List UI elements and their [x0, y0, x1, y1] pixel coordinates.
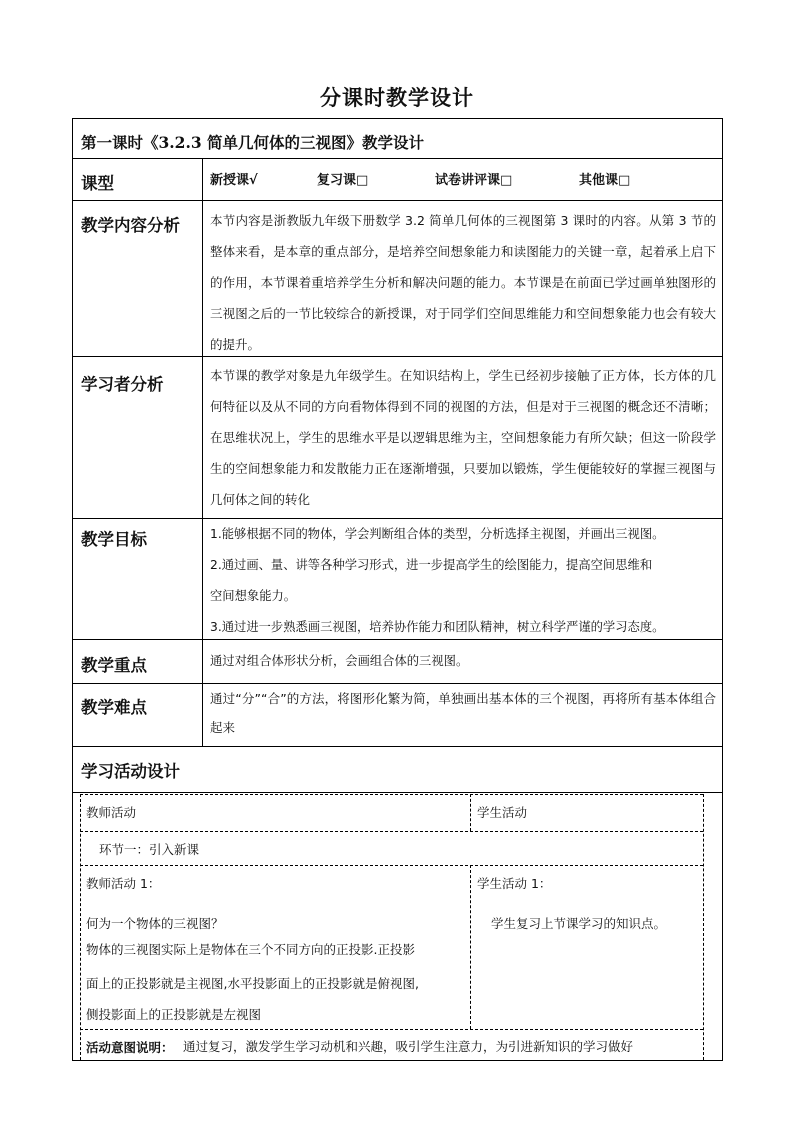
dashed-divider — [470, 865, 471, 1029]
row-divider — [73, 158, 722, 159]
row-divider — [73, 518, 722, 519]
objective-line: 2.通过画、量、讲等各种学习形式，进一步提高学生的绘图能力，提高空间思维和 — [210, 558, 653, 572]
difficulty-label: 教学难点 — [81, 698, 147, 717]
content-analysis-text: 本节内容是浙教版九年级下册数学 3.2 简单几何体的三视图第 3 课时的内容。从第 3 节的整体来看，是本章的重点部分，是培养空间想象能力和读图能力的关键一章，起着承上启下的作用，本节课着重培养学生分析和解决问题的能力。本节课是在前面已学过画单独图形的三视图之后的一节比较综合的新授课，对于同学们空间思维能力和空间想象能力也会有较大的提升。 — [210, 213, 716, 352]
difficulty-text: 通过“分”“合”的方法，将图形化繁为简，单独画出基本体的三个视图，再将所有基本体组合起来 — [210, 691, 716, 735]
dashed-divider — [80, 794, 81, 1060]
row-divider — [73, 200, 722, 201]
course-type-new: 新授课√ — [210, 173, 258, 188]
teacher-activity-line: 物体的三视图实际上是物体在三个不同方向的正投影.正投影 — [86, 942, 415, 957]
dashed-divider — [80, 865, 703, 866]
teacher-activity-title: 教师活动 1： — [86, 876, 161, 891]
learner-analysis-text: 本节课的教学对象是九年级学生。在知识结构上，学生已经初步接触了正方体，长方体的几何特征以及从不同的方向看物体得到不同的视图的方法，但是对于三视图的概念还不清晰；在思维状况上，学生的思维水平是以逻辑思维为主，空间想象能力有所欠缺；但这一阶段学生的空间想象能力和发散能力正在逐渐增强，只要加以锻炼，学生便能较好的掌握三视图与几何体之间的转化 — [210, 368, 716, 507]
objectives-label: 教学目标 — [81, 530, 147, 549]
course-type-label: 课型 — [81, 174, 114, 193]
row-divider — [73, 746, 722, 747]
dashed-divider — [470, 794, 471, 831]
teacher-activity-line: 面上的正投影就是主视图,水平投影面上的正投影就是俯视图, — [86, 976, 419, 991]
student-activity-title: 学生活动 1： — [477, 876, 552, 891]
content-analysis-label: 教学内容分析 — [81, 216, 180, 235]
teacher-activity-header: 教师活动 — [86, 805, 137, 820]
intent-label: 活动意图说明： — [86, 1040, 174, 1055]
objective-line: 空间想象能力。 — [210, 589, 297, 603]
key-point-label: 教学重点 — [81, 656, 147, 675]
student-activity-header: 学生活动 — [477, 805, 528, 820]
lesson-title: 第一课时《3.2.3 简单几何体的三视图》教学设计 — [81, 133, 425, 152]
row-divider — [73, 792, 722, 793]
objective-line: 3.通过进一步熟悉画三视图，培养协作能力和团队精神，树立科学严谨的学习态度。 — [210, 620, 665, 634]
course-type-other: 其他课□ — [579, 173, 631, 188]
dashed-divider — [80, 794, 703, 795]
dashed-divider — [80, 1029, 703, 1030]
teacher-activity-line: 侧投影面上的正投影就是左视图 — [86, 1007, 262, 1022]
dashed-divider — [703, 794, 704, 1060]
segment-title: 环节一：引入新课 — [99, 842, 200, 857]
teacher-activity-line: 何为一个物体的三视图？ — [86, 916, 224, 931]
dashed-divider — [80, 831, 703, 832]
key-point-text: 通过对组合体形状分析，会画组合体的三视图。 — [210, 654, 469, 668]
activity-design-label: 学习活动设计 — [81, 762, 180, 781]
row-divider — [73, 639, 722, 640]
objective-line: 1.能够根据不同的物体，学会判断组合体的类型，分析选择主视图，并画出三视图。 — [210, 527, 665, 541]
column-divider — [202, 158, 203, 746]
course-type-exam-review: 试卷讲评课□ — [435, 173, 513, 188]
student-activity-text: 学生复习上节课学习的知识点。 — [491, 916, 667, 931]
course-type-review: 复习课□ — [317, 173, 369, 188]
intent-text: 通过复习，激发学生学习动机和兴趣，吸引学生注意力，为引进新知识的学习做好 — [183, 1039, 634, 1054]
lesson-plan-table — [72, 118, 723, 1061]
learner-analysis-label: 学习者分析 — [81, 375, 164, 394]
document-title: 分课时教学设计 — [320, 85, 474, 110]
